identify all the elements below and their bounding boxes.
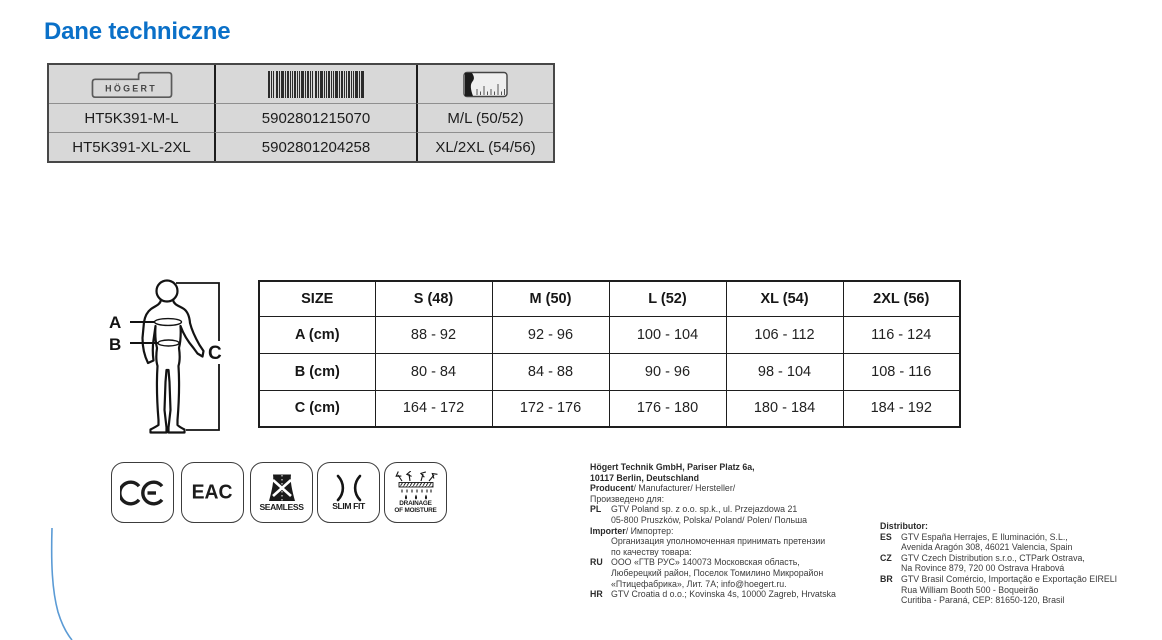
figure-body-outline	[143, 300, 204, 433]
text-line: Avenida Aragón 308, 46021 Valencia, Spain	[901, 542, 1073, 553]
col-l: L (52)	[609, 281, 726, 316]
text-line: Curitiba - Paraná, CEP: 81650-120, Brasil	[901, 595, 1065, 606]
seamless-badge	[250, 462, 313, 523]
cell: 176 - 180	[609, 390, 726, 427]
text-line: Na Rovince 879, 720 00 Ostrava Hrabová	[901, 563, 1065, 574]
row-label: A (cm)	[259, 316, 375, 353]
product-size: XL/2XL (54/56)	[416, 132, 553, 161]
product-ean: 5902801204258	[214, 132, 416, 161]
page-title: Dane techniczne	[44, 18, 231, 45]
text-line: ES GTV España Herrajes, E Iluminación, S.L.,	[880, 531, 1068, 542]
col-size: SIZE	[259, 281, 375, 316]
cell: 84 - 88	[492, 353, 609, 390]
cell: 180 - 184	[726, 390, 843, 427]
hogert-logo-text: HÖGERT	[104, 83, 157, 94]
text-line: Högert Technik GmbH, Pariser Platz 6a,	[590, 462, 755, 472]
eac-icon: EAC	[192, 480, 233, 504]
cell: 98 - 104	[726, 353, 843, 390]
row-label: C (cm)	[259, 390, 375, 427]
row-label: B (cm)	[259, 353, 375, 390]
text-line: 05-800 Pruszków, Polska/ Poland/ Polen/ Польша	[611, 514, 808, 525]
body-measurement-figure	[100, 260, 250, 450]
text-line: RU ООО «ГТВ РУС» 140073 Московская область,	[590, 557, 800, 568]
cell: 106 - 112	[726, 316, 843, 353]
col-xl: XL (54)	[726, 281, 843, 316]
ce-mark-badge	[111, 462, 174, 523]
text-line: Producent/ Manufacturer/ Hersteller/	[590, 483, 736, 494]
ce-icon	[120, 478, 166, 508]
product-ean: 5902801215070	[214, 103, 416, 132]
col-m: M (50)	[492, 281, 609, 316]
cell: 80 - 84	[375, 353, 492, 390]
measure-label-a: A	[109, 313, 122, 332]
product-code: HT5K391-M-L	[49, 103, 214, 132]
cell: 108 - 116	[843, 353, 960, 390]
text-line: «Птицефабрика», Лит. 7А; info@hoegert.ru.	[611, 578, 787, 589]
cell: 90 - 96	[609, 353, 726, 390]
chest-line	[155, 319, 182, 326]
text-line: Importer/ Импортер:	[590, 525, 674, 536]
eac-mark-badge	[181, 462, 244, 523]
barcode-icon	[214, 65, 416, 103]
waist-line	[158, 340, 179, 346]
manufacturer-block	[590, 462, 836, 600]
cell: 116 - 124	[843, 316, 960, 353]
cell: 92 - 96	[492, 316, 609, 353]
cell: 100 - 104	[609, 316, 726, 353]
text-line: PL GTV Poland sp. z o.o. sp.k., ul. Przejazdowa 21	[590, 504, 798, 515]
text-line: Люберецкий район, Поселок Томилино Микрорайон	[611, 567, 824, 578]
slim-fit-label: SLIM FIT	[332, 501, 365, 511]
seamless-icon	[262, 473, 302, 503]
figure-head	[157, 281, 178, 302]
table-row	[259, 353, 960, 390]
measure-label-c: C	[208, 343, 222, 364]
text-line: BR GTV Brasil Comércio, Importação e Exportação EIRELI	[880, 573, 1118, 584]
ruler-icon	[416, 65, 553, 103]
col-s: S (48)	[375, 281, 492, 316]
drainage-label-line1: DRAINAGE	[399, 499, 432, 507]
product-table	[47, 63, 555, 163]
text-line: CZ GTV Czech Distribution s.r.o., CTPark Ostrava,	[880, 552, 1085, 563]
cell: 184 - 192	[843, 390, 960, 427]
cell: 88 - 92	[375, 316, 492, 353]
text-line: 10117 Berlin, Deutschland	[590, 472, 700, 483]
slim-fit-icon	[329, 474, 369, 502]
drainage-badge	[384, 462, 447, 523]
text-line: Rua William Booth 500 - Boqueirão	[901, 584, 1039, 595]
size-table	[258, 280, 961, 428]
drainage-label-line2: OF MOISTURE	[394, 506, 437, 514]
seamless-label: SEAMLESS	[259, 502, 304, 512]
product-size: M/L (50/52)	[416, 103, 553, 132]
text-line: Организация уполномоченная принимать претензии	[611, 536, 826, 547]
measure-label-b: B	[109, 335, 122, 354]
cell: 164 - 172	[375, 390, 492, 427]
decorative-arc	[39, 518, 79, 640]
table-row	[259, 390, 960, 427]
text-line: Distributor:	[880, 521, 928, 531]
slim-fit-badge	[317, 462, 380, 523]
text-line: HR GTV Croatia d o.o.; Kovinska 4s, 10000 Zagreb, Hrvatska	[590, 589, 836, 600]
col-2xl: 2XL (56)	[843, 281, 960, 316]
text-line: Произведено для:	[590, 493, 665, 504]
size-table-header	[259, 281, 960, 316]
text-line: по качеству товара:	[611, 546, 692, 557]
table-row	[259, 316, 960, 353]
hogert-logo	[49, 65, 214, 103]
distributor-block	[880, 521, 1117, 606]
product-code: HT5K391-XL-2XL	[49, 132, 214, 161]
cell: 172 - 176	[492, 390, 609, 427]
drainage-icon	[394, 471, 438, 501]
hogert-logo-icon	[87, 68, 177, 100]
